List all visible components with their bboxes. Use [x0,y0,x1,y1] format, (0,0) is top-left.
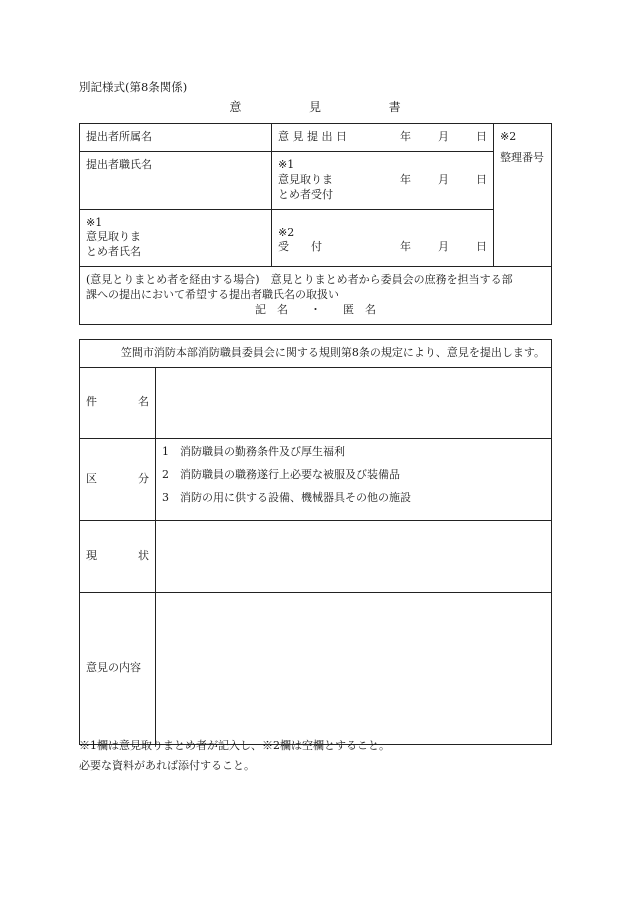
day-label: 日 [476,172,487,186]
naiyo-label-cell [80,592,156,744]
intro-cell [80,340,552,368]
genjo-field[interactable] [156,520,552,592]
intro-text: 笠間市消防本部消防職員委員会に関する規則第8条の規定により、意見を提出します。 [120,346,545,359]
title-char-2: 見 [308,100,321,114]
kenmei-label-b: 名 [138,395,149,409]
title-char-1: 意 [229,100,242,114]
day-label: 日 [476,130,487,143]
affiliation-label: 提出者所属名 [86,130,152,143]
form-label: 別記様式(第8条関係) [79,80,188,94]
receipt-cell[interactable] [272,152,494,210]
kubun-option-1[interactable]: 1 消防職員の勤務条件及び厚生福利 [162,444,345,458]
receipt-label-1: 意見取りま [278,172,333,186]
month-label: 月 [438,172,449,186]
year-label: 年 [400,172,411,186]
kubun-label-b: 分 [138,471,149,485]
collector-cell[interactable] [80,209,272,267]
handling-cell[interactable] [80,267,552,325]
uketsuke-label: 受 付 [278,240,322,254]
kenmei-label-cell [80,367,156,438]
month-label: 月 [438,240,449,254]
footnote-1: ※1欄は意見取りまとめ者が記入し、※2欄は空欄とすること。 [79,739,390,752]
kenmei-label-a: 件 [86,395,97,409]
day-label: 日 [476,240,487,254]
submit-date-label: 意 見 提 出 日 [278,130,347,143]
year-label: 年 [400,130,411,143]
kenmei-field[interactable] [156,367,552,438]
note2-mark-b: ※2 [278,225,295,239]
document-title [0,99,630,115]
genjo-label-cell [80,520,156,592]
kubun-label-cell [80,438,156,520]
naiyo-label: 意見の内容 [86,660,141,674]
collector-label-1: 意見取りま [86,230,141,244]
handling-choice[interactable]: 記 名 ・ 匿 名 [255,302,376,316]
opinion-table [79,339,552,745]
seiri-label: 整理番号 [500,150,544,164]
genjo-label-b: 状 [138,548,149,562]
name-cell[interactable] [80,152,272,210]
kubun-options [156,438,552,520]
collector-label-2: とめ者氏名 [86,245,141,259]
receipt-label-2: とめ者受付 [278,187,333,201]
name-label: 提出者職氏名 [86,158,152,171]
note2-mark: ※2 [500,130,517,143]
kubun-option-2[interactable]: 2 消防職員の職務遂行上必要な被服及び装備品 [162,467,400,481]
footnote-2: 必要な資料があれば添付すること。 [79,759,255,772]
uketsuke-cell[interactable] [272,209,494,267]
month-label: 月 [438,130,449,143]
seiri-number-cell[interactable] [494,124,552,267]
submitter-info-table [79,123,552,325]
kubun-option-3[interactable]: 3 消防の用に供する設備、機械器具その他の施設 [162,490,411,504]
submit-date-cell[interactable] [272,124,494,152]
genjo-label-a: 現 [86,548,97,562]
year-label: 年 [400,240,411,254]
kubun-label-a: 区 [86,471,97,485]
note1-mark-b: ※1 [86,215,103,229]
affiliation-cell[interactable] [80,124,272,152]
handling-text-1: (意見とりまとめ者を経由する場合) 意見とりまとめ者から委員会の庶務を担当する部 [86,273,513,287]
naiyo-field[interactable] [156,592,552,744]
handling-text-2: 課への提出において希望する提出者職氏名の取扱い [86,287,339,301]
note1-mark: ※1 [278,158,295,171]
title-char-3: 書 [388,100,401,114]
